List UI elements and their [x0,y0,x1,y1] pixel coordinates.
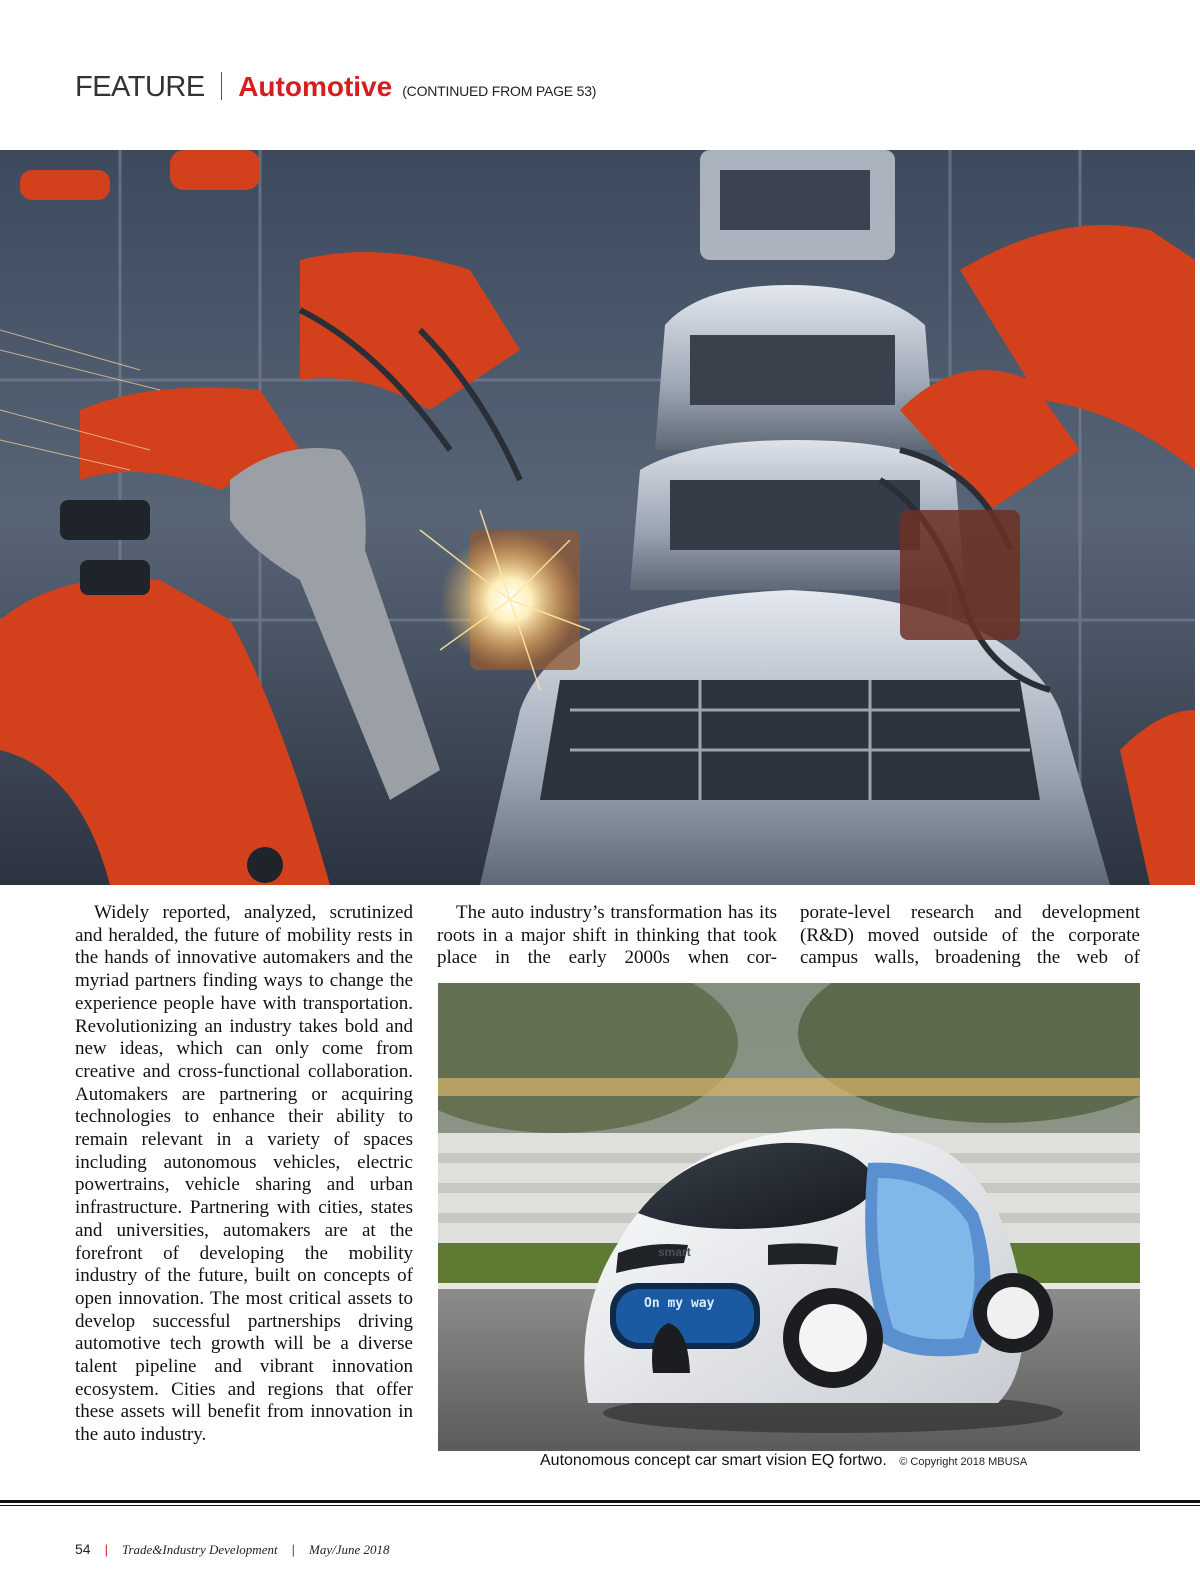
article-paragraph: porate-level research and development (R&D) moved outside of the corporate campus walls, broadening the web of [800,902,1140,969]
smart-concept-car-icon [438,983,1140,1451]
footer-separator: | [104,1542,108,1557]
page-footer [75,1541,390,1558]
footer-rule [0,1500,1200,1503]
article-paragraph: Widely reported, analyzed, scrutinized and heralded, the future of mobility rests in the hands of innovative automakers and the myriad partners finding ways to change the experience people have with transportation. Revolutionizing an industry takes bold and new ideas, which can only come from creative and cross-functional collaboration. Automakers are partnering or acquiring technologies to enhance their ability to remain relevant in a variety of spaces including autonomous vehicles, electric powertrains, vehicle sharing and urban infrastructure. Partnering with cities, states and universities, automakers are at the forefront of developing the mobility industry of the future, built on concepts of open innovation. The most critical assets to develop successful partnerships driving automotive tech growth will be a diverse talent pipeline and vibrant innovation ecosystem. Cities and regions that offer these assets will benefit from innovation in the auto industry. [75,902,413,1446]
footer-separator: | [291,1542,295,1557]
car-brand-text: smart [658,1245,691,1259]
continued-note: (CONTINUED FROM PAGE 53) [402,83,597,99]
photo-credit: © Copyright 2018 MBUSA [899,1456,1028,1468]
car-display-text: On my way [644,1296,715,1311]
header-divider [221,72,223,100]
issue-date: May/June 2018 [308,1542,390,1557]
publication-name: Trade&Industry Development [121,1542,278,1557]
article-column-3 [800,902,1140,970]
page-header [75,68,596,108]
article-column-2 [437,902,777,970]
robot-assembly-line-icon [0,150,1195,885]
hero-photo [0,150,1195,885]
caption-text: Autonomous concept car smart vision EQ fortwo. [540,1452,887,1469]
feature-kicker: FEATURE [75,71,205,103]
footer-rule-thin [0,1505,1200,1506]
section-title: Automotive [238,71,393,102]
page-number: 54 [75,1541,91,1557]
article-paragraph: The auto industry’s transformation has its roots in a major shift in thinking that took place in the early 2000s when cor- [437,902,777,969]
article-column-1 [75,902,413,1447]
inset-photo [438,983,1140,1451]
inset-caption [540,1452,1027,1470]
